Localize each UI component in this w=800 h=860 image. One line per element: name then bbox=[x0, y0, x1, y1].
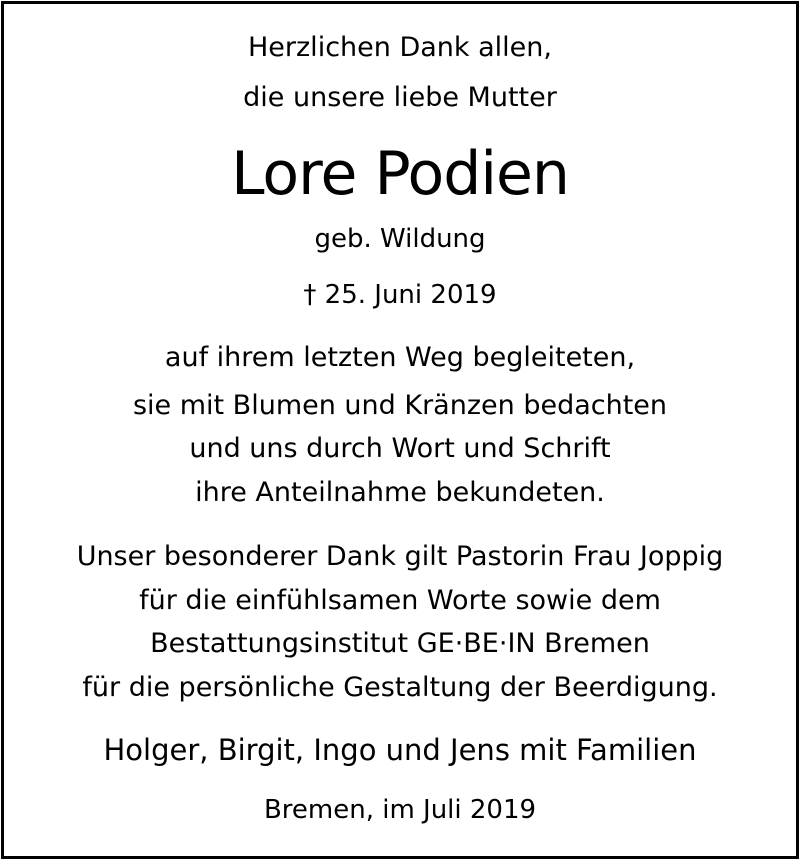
intro-line-2: die unsere liebe Mutter bbox=[243, 82, 557, 113]
paragraph1-line-4: ihre Anteilnahme bekundeten. bbox=[195, 477, 605, 508]
intro-line-1: Herzlichen Dank allen, bbox=[248, 32, 552, 63]
deceased-name: Lore Podien bbox=[231, 139, 569, 209]
paragraph2-line-2: für die einfühlsamen Worte sowie dem bbox=[139, 585, 661, 616]
maiden-name: geb. Wildung bbox=[314, 224, 486, 254]
paragraph1-line-2: sie mit Blumen und Kränzen bedachten bbox=[132, 390, 668, 421]
paragraph1-line-1: auf ihrem letzten Weg begleiteten, bbox=[164, 342, 636, 373]
place-date: Bremen, im Juli 2019 bbox=[263, 795, 537, 825]
death-date-text: 25. Juni 2019 bbox=[324, 280, 497, 310]
notice-frame bbox=[1, 1, 799, 859]
paragraph2-line-3: Bestattungsinstitut GE·BE·IN Bremen bbox=[150, 628, 650, 659]
cross-icon: † bbox=[303, 280, 317, 310]
family-signature: Holger, Birgit, Ingo und Jens mit Familien bbox=[103, 733, 697, 767]
paragraph2-line-1: Unser besonderer Dank gilt Pastorin Frau Joppig bbox=[76, 541, 724, 572]
paragraph2-line-4: für die persönliche Gestaltung der Beerdigung. bbox=[82, 672, 718, 703]
death-date bbox=[4, 280, 796, 310]
paragraph1-line-3: und uns durch Wort und Schrift bbox=[189, 433, 611, 464]
